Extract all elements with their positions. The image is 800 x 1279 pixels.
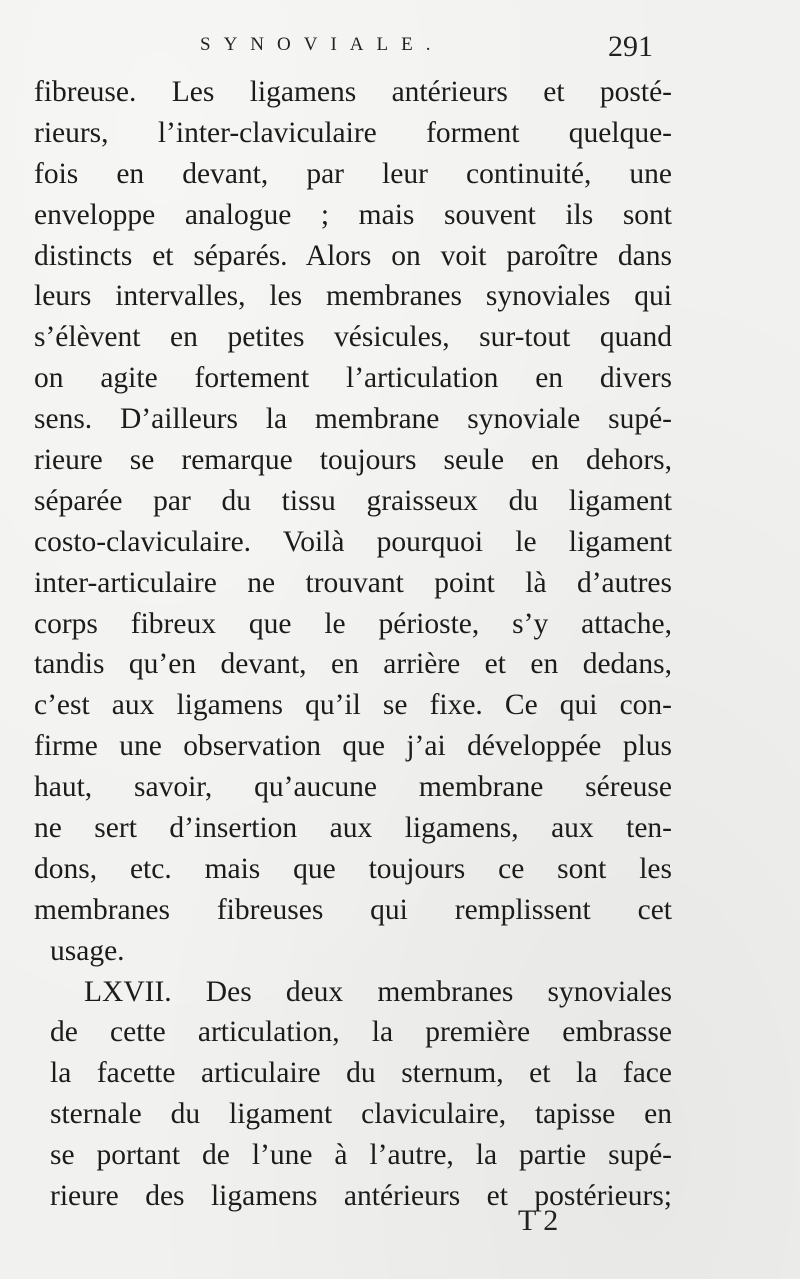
page-header — [0, 30, 800, 70]
running-title: SYNOVIALE. — [200, 34, 444, 55]
text-line: corps fibreux que le périoste, s’y attache, — [34, 607, 672, 640]
text-line: fibreuse. Les ligamens antérieurs et posté- — [34, 76, 672, 108]
text-line: la facette articulaire du sternum, et la face — [50, 1057, 672, 1090]
text-line: séparée par du tissu graisseux du ligament — [34, 484, 672, 517]
text-line: membranes fibreuses qui remplissent cet — [34, 893, 672, 926]
text-line: rieurs, l’inter-claviculaire forment quelque- — [34, 116, 672, 149]
text-line: inter-articulaire ne trouvant point là d’autres — [34, 566, 672, 599]
section-heading-line: LXVII. Des deux membranes synoviales — [84, 975, 672, 1008]
text-line: dons, etc. mais que toujours ce sont les — [34, 852, 672, 885]
text-line: haut, savoir, qu’aucune membrane séreuse — [34, 771, 672, 804]
text-line: tandis qu’en devant, en arrière et en dedans, — [34, 648, 672, 681]
text-line: rieure des ligamens antérieurs et postérieurs; — [50, 1180, 672, 1213]
page-number: 291 — [608, 30, 653, 63]
text-line: costo-claviculaire. Voilà pourquoi le ligament — [34, 525, 672, 558]
text-line: firme une observation que j’ai développée plus — [34, 730, 672, 763]
text-line: c’est aux ligamens qu’il se fixe. Ce qui con- — [34, 689, 672, 722]
text-line: distincts et séparés. Alors on voit paroître dans — [34, 239, 672, 272]
text-line: leurs intervalles, les membranes synoviales qui — [34, 280, 672, 313]
text-line: sternale du ligament claviculaire, tapisse en — [50, 1098, 672, 1131]
text-line: on agite fortement l’articulation en divers — [34, 362, 672, 395]
text-line: sens. D’ailleurs la membrane synoviale supé- — [34, 403, 672, 436]
text-line: ne sert d’insertion aux ligamens, aux ten- — [34, 812, 672, 845]
text-line: enveloppe analogue ; mais souvent ils sont — [34, 198, 672, 231]
text-line: usage. — [50, 934, 125, 967]
text-line: de cette articulation, la première embrasse — [50, 1016, 672, 1049]
body-text — [34, 72, 672, 1217]
text-line: s’élèvent en petites vésicules, sur-tout quand — [34, 321, 672, 354]
text-line: se portant de l’une à l’autre, la partie supé- — [50, 1139, 672, 1172]
signature-mark: T 2 — [518, 1204, 559, 1237]
text-line: rieure se remarque toujours seule en dehors, — [34, 444, 672, 477]
text-line: fois en devant, par leur continuité, une — [34, 157, 672, 190]
